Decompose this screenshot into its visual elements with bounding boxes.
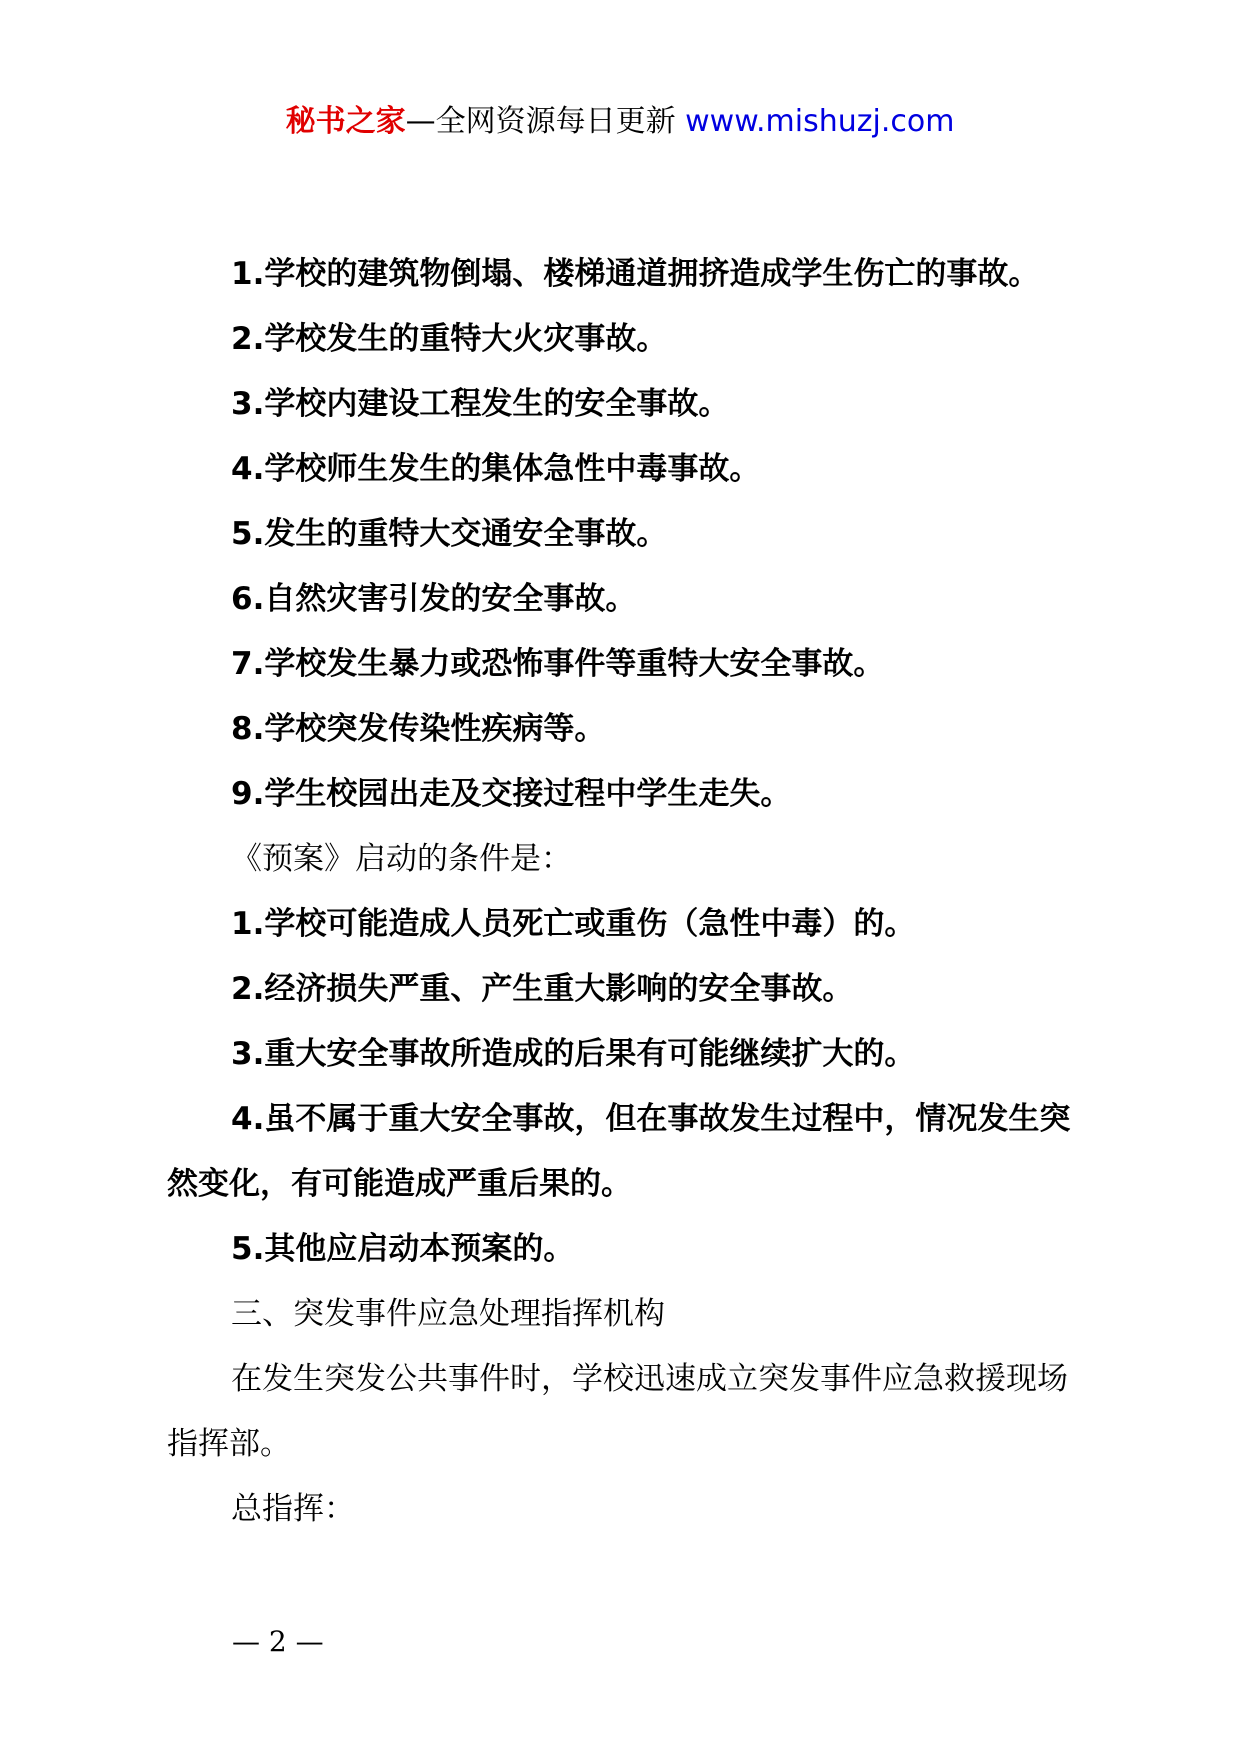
paragraph-5: 5.发生的重特大交通安全事故。 [231, 516, 668, 552]
condition-2: 2.经济损失严重、产生重大影响的安全事故。 [231, 971, 854, 1007]
document-body [167, 242, 1087, 1542]
brand-name: 秘书之家 [285, 104, 406, 139]
condition-1: 1.学校可能造成人员死亡或重伤（急性中毒）的。 [231, 906, 916, 942]
site-url-link[interactable]: www.mishuzj.com [685, 104, 955, 139]
paragraph-9: 9.学生校园出走及交接过程中学生走失。 [231, 776, 792, 812]
section-heading-3: 三、突发事件应急处理指挥机构 [231, 1296, 665, 1332]
commander-label: 总指挥： [231, 1491, 355, 1527]
site-header [0, 100, 1240, 144]
page-number: — 2 — [232, 1625, 324, 1658]
condition-3: 3.重大安全事故所造成的后果有可能继续扩大的。 [231, 1036, 916, 1072]
paragraph-6: 6.自然灾害引发的安全事故。 [231, 581, 637, 617]
condition-4: 4.虽不属于重大安全事故，但在事故发生过程中，情况发生突然变化，有可能造成严重后果的。 [167, 1101, 1071, 1202]
paragraph-4: 4.学校师生发生的集体急性中毒事故。 [231, 451, 761, 487]
paragraph-1: 1.学校的建筑物倒塌、楼梯通道拥挤造成学生伤亡的事故。 [231, 256, 1040, 292]
plan-start-conditions-heading: 《预案》启动的条件是： [231, 841, 572, 877]
header-tagline: —全网资源每日更新 [405, 104, 676, 139]
paragraph-3: 3.学校内建设工程发生的安全事故。 [231, 386, 730, 422]
paragraph-2: 2.学校发生的重特大火灾事故。 [231, 321, 668, 357]
paragraph-8: 8.学校突发传染性疾病等。 [231, 711, 606, 747]
command-paragraph: 在发生突发公共事件时，学校迅速成立突发事件应急救援现场指挥部。 [167, 1361, 1068, 1462]
condition-5: 5.其他应启动本预案的。 [231, 1231, 575, 1267]
paragraph-7: 7.学校发生暴力或恐怖事件等重特大安全事故。 [231, 646, 885, 682]
